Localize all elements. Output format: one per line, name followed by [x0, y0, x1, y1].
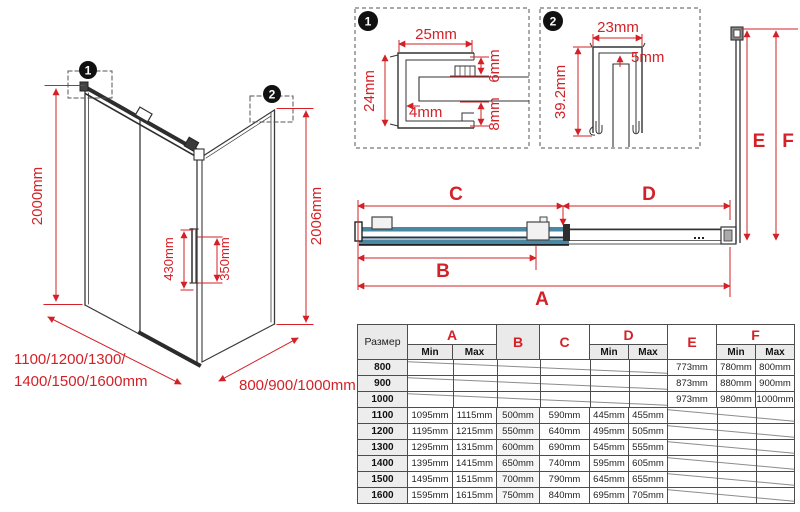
row-size: 1400 — [358, 456, 408, 472]
header-col-b: B — [497, 325, 540, 360]
cell-b: 500mm — [497, 408, 540, 424]
cell-a-max: 1515mm — [453, 472, 497, 488]
cell-a-max: 1115mm — [453, 408, 497, 424]
not-applicable-cells — [408, 376, 668, 392]
header-d-min: Min — [590, 345, 629, 360]
cell-f-min: 780mm — [717, 360, 756, 376]
cell-d-max: 655mm — [629, 472, 668, 488]
isometric-view — [14, 61, 356, 394]
row-size: 1000 — [358, 392, 408, 408]
header-a-min: Min — [408, 345, 453, 360]
cell-a-min: 1595mm — [408, 488, 453, 504]
callout-2 — [250, 85, 293, 122]
row-size: 1100 — [358, 408, 408, 424]
cell-c: 590mm — [540, 408, 590, 424]
detail-2-gap: 5mm — [631, 49, 665, 66]
plan-dim-f: F — [782, 131, 794, 152]
cell-d-min: 645mm — [590, 472, 629, 488]
cell-c: 790mm — [540, 472, 590, 488]
bottom-rail — [140, 333, 199, 365]
detail-1-width: 25mm — [415, 26, 457, 43]
cell-a-min: 1295mm — [408, 440, 453, 456]
glass-panel-section-2 — [613, 64, 629, 147]
cell-f-max: 800mm — [756, 360, 795, 376]
cell-d-min: 445mm — [590, 408, 629, 424]
cell-a-min: 1395mm — [408, 456, 453, 472]
roller-block-2 — [527, 222, 549, 240]
row-size: 1500 — [358, 472, 408, 488]
table-row — [358, 440, 795, 456]
not-applicable-cells — [668, 472, 795, 488]
not-applicable-cells — [668, 488, 795, 504]
detail-2-height: 39.2mm — [552, 64, 569, 120]
dim-height-left: 2000mm — [29, 166, 46, 226]
plan-view — [355, 27, 798, 310]
detail-2-width: 23mm — [597, 19, 639, 36]
table-row — [358, 360, 795, 376]
callout-2-number: 2 — [268, 87, 276, 102]
row-size: 900 — [358, 376, 408, 392]
cell-a-min: 1095mm — [408, 408, 453, 424]
cell-e: 873mm — [668, 376, 717, 392]
cell-d-max: 505mm — [629, 424, 668, 440]
detail-callout-1 — [355, 8, 529, 148]
header-col-d: D — [590, 325, 668, 345]
size-table — [357, 324, 795, 504]
table-row — [358, 392, 795, 408]
cell-d-min: 495mm — [590, 424, 629, 440]
cell-b: 700mm — [497, 472, 540, 488]
cell-f-max: 1000mm — [756, 392, 795, 408]
cell-d-min: 595mm — [590, 456, 629, 472]
detail-1-seal: 6mm — [486, 49, 503, 83]
cell-c: 840mm — [540, 488, 590, 504]
table-row — [358, 456, 795, 472]
cell-a-max: 1315mm — [453, 440, 497, 456]
cell-f-max: 900mm — [756, 376, 795, 392]
header-a-max: Max — [453, 345, 497, 360]
row-size: 1600 — [358, 488, 408, 504]
plan-dim-e: E — [752, 131, 766, 152]
not-applicable-cells — [668, 408, 795, 424]
callout-1-number: 1 — [84, 63, 92, 78]
cell-a-min: 1195mm — [408, 424, 453, 440]
not-applicable-cells — [408, 360, 668, 376]
cell-c: 740mm — [540, 456, 590, 472]
sliding-door-top-view — [355, 217, 570, 246]
size-table-container — [357, 324, 795, 504]
depth-options: 800/900/1000mm — [239, 377, 356, 394]
table-row — [358, 408, 795, 424]
cell-b: 750mm — [497, 488, 540, 504]
cell-c: 640mm — [540, 424, 590, 440]
cell-a-max: 1415mm — [453, 456, 497, 472]
detail-callout-2 — [540, 8, 700, 148]
cell-d-max: 555mm — [629, 440, 668, 456]
width-options-line1: 1100/1200/1300/ — [14, 351, 126, 368]
dim-handle-outer: 430mm — [161, 237, 176, 281]
plan-dim-a: A — [535, 289, 549, 310]
depth-dimension-line — [219, 338, 298, 381]
header-d-max: Max — [629, 345, 668, 360]
cell-f-min: 880mm — [717, 376, 756, 392]
top-rail — [80, 82, 204, 160]
callout-1 — [68, 61, 112, 98]
cell-a-max: 1615mm — [453, 488, 497, 504]
not-applicable-cells — [408, 392, 668, 408]
header-size: Размер — [358, 325, 408, 360]
not-applicable-cells — [668, 456, 795, 472]
header-col-e: E — [668, 325, 717, 360]
height-dimension-left — [44, 86, 84, 305]
detail-1-glass: 8mm — [486, 97, 503, 131]
roller-block-1 — [372, 217, 392, 229]
width-options-line2: 1400/1500/1600mm — [14, 373, 148, 390]
row-size: 1300 — [358, 440, 408, 456]
cell-d-max: 705mm — [629, 488, 668, 504]
plan-dim-d: D — [642, 184, 656, 205]
glass-panel-section — [419, 77, 529, 101]
detail-1-gap: 4mm — [409, 104, 443, 121]
cell-b: 550mm — [497, 424, 540, 440]
cell-c: 690mm — [540, 440, 590, 456]
cell-e: 773mm — [668, 360, 717, 376]
row-size: 800 — [358, 360, 408, 376]
cell-d-max: 455mm — [629, 408, 668, 424]
dim-handle-inner: 350mm — [217, 237, 232, 281]
table-row — [358, 488, 795, 504]
seal-gasket — [455, 66, 475, 77]
rail-roller — [135, 107, 152, 122]
row-size: 1200 — [358, 424, 408, 440]
cell-d-min: 545mm — [590, 440, 629, 456]
detail-1-number: 1 — [364, 14, 372, 29]
header-f-min: Min — [717, 345, 756, 360]
cell-d-min: 695mm — [590, 488, 629, 504]
cell-a-max: 1215mm — [453, 424, 497, 440]
cell-b: 600mm — [497, 440, 540, 456]
header-col-c: C — [540, 325, 590, 360]
header-col-f: F — [717, 325, 795, 345]
not-applicable-cells — [668, 424, 795, 440]
header-col-a: A — [408, 325, 497, 345]
not-applicable-cells — [668, 440, 795, 456]
side-panel-top-view — [731, 27, 743, 243]
cell-d-max: 605mm — [629, 456, 668, 472]
cell-e: 973mm — [668, 392, 717, 408]
table-row — [358, 472, 795, 488]
table-row — [358, 424, 795, 440]
detail-2-number: 2 — [549, 14, 557, 29]
cell-b: 650mm — [497, 456, 540, 472]
plan-dim-c: C — [449, 184, 463, 205]
header-f-max: Max — [756, 345, 795, 360]
cell-f-min: 980mm — [717, 392, 756, 408]
detail-1-height: 24mm — [361, 70, 378, 112]
dim-height-right: 2006mm — [308, 186, 325, 246]
table-row — [358, 376, 795, 392]
plan-dim-b: B — [436, 261, 450, 282]
cell-a-min: 1495mm — [408, 472, 453, 488]
